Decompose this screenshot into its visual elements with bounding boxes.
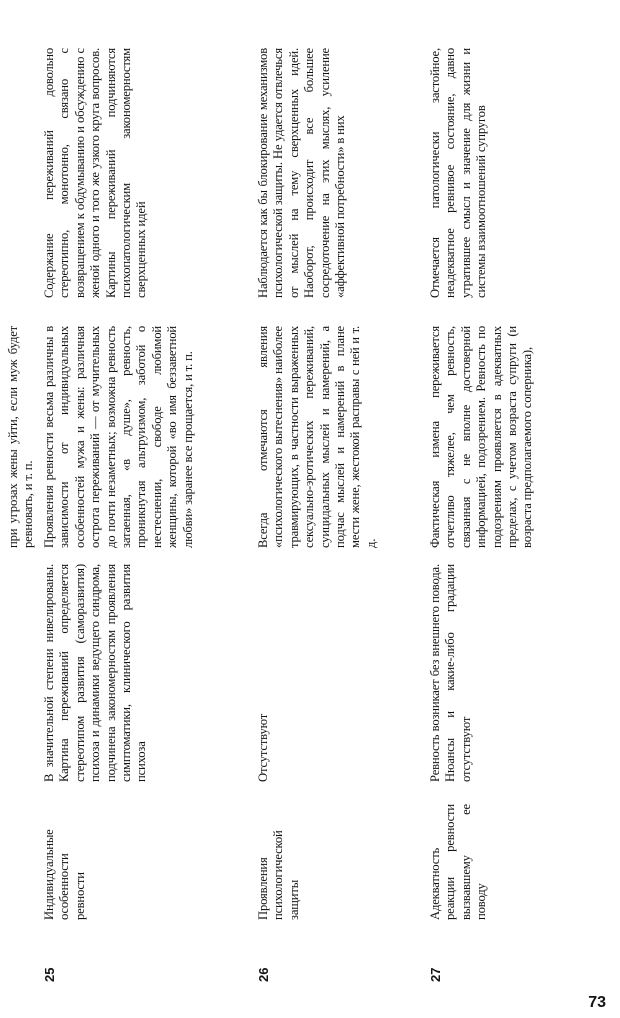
cell-col-b [428,326,536,548]
criterion-text: Адекватность реакции ревности вызвавшему ее поводу [428,804,489,920]
cell-text: В значительной степени нивелированы. Картина переживаний определяется стереотипом развития (саморазвития) психоза и динамики ведущего синдрома, подчинена закономерностям проявления симптоматики, клинического развития психоза [42,564,149,782]
cell-col-c [256,48,348,298]
cell-col-a [428,564,474,782]
continuation-text [6,326,37,548]
cell-text: Наблюдается как бы блокирование механизмов психологической защиты. Не удается отвлечься от мыслей на тему сверхценных идей. Наоборот, происходит все большее сосредоточение на этих мыслях, усиление «аффективной потребности» в них [256,48,348,298]
row-number: 27 [428,967,443,982]
cell-text: Отмечается патологически застойное, неадекватное ревнивое состояние, давно утратившее смысл и значение для жизни и системы взаимоотношений супругов [428,48,489,298]
cell-text: Содержание переживаний довольно стереотипно, монотонно, связано с возвращением к обдумыванию и обсуждению с женой одного и того же узкого круга вопросов. Картины переживаний подчиняются психопатологическим закономерностям сверхценных идей [42,48,149,298]
cell-text: Фактическая измена переживается отчетливо тяжелее, чем ревность, связанная с не вполне достоверной информацией, подозрением. Ревность по подозрениям проявляется в адекватных пределах, с учетом возраста супруги (и возраста предполагаемого соперника), [428,326,535,548]
criterion-cell [42,804,88,920]
row-number: 26 [256,967,271,982]
cell-col-c [42,48,150,298]
cell-text: Всегда отмечаются явления «психологического вытеснения» наиболее травмирующих, в частности выраженных сексуально-эротических переживаний, суицидальных мыслей и намерений, а подчас мыслей и намерений в плане мести жене, жестокой расправы с ней и т. д. [256,326,378,548]
cell-text: Проявления ревности весьма различны в зависимости от индивидуальных особенностей мужа и жены: различная острота переживаний — от мучительных до почти незаметных; возможна ревность затаенная, «в душе», ревность, проникнутая альтруизмом, заботой о нестеснении, свободе любимой женщины, которой «во имя беззаветной любви» заранее все прощается, и т. п. [42,326,195,548]
criterion-cell [256,804,302,920]
cell-col-b [256,326,379,548]
cell-text: Отсутствуют [256,713,270,782]
page-number: 73 [588,994,606,1011]
row-number: 25 [42,967,57,982]
cell-col-b [42,326,196,548]
criterion-text: Проявления психологической защиты [256,830,301,920]
criterion-cell [428,804,490,920]
continuation-paragraph: при угрозах жены уйти, если муж будет ревновать, и т. п. [6,326,36,548]
cell-col-a [256,564,271,782]
cell-text: Ревность возникает без внешнего повода. Нюансы и какие-либо градации отсутствуют [428,564,473,782]
criterion-text: Индивидуальные особенности ревности [42,829,87,920]
cell-col-a [42,564,150,782]
cell-col-c [428,48,490,298]
